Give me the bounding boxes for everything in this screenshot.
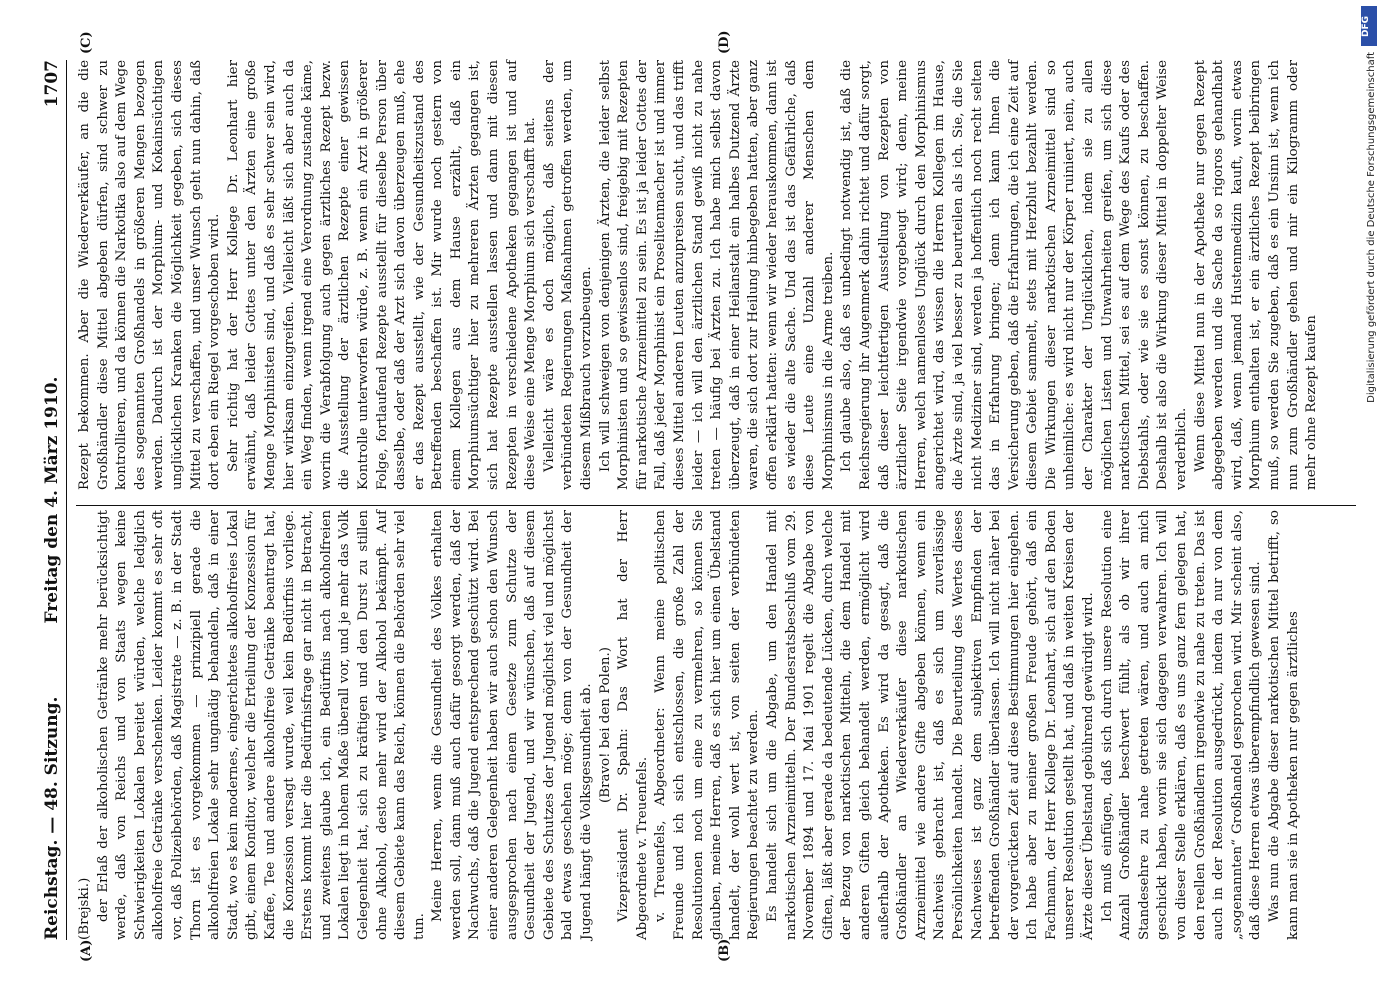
paragraph: v. Treuenfels, Abgeordneter: Wenn meine politischen Freunde und ich sich entschlossen, die große Zahl der Resolutionen noch um eine zu vermehren, so können Sie glauben, meine Herren, daß es sich hier um einen Übelstand handelt, der wohl wert ist, von seiten der verbündeten Regierungen beachtet zu werden. — [653, 510, 762, 940]
applause-note: (Bravo! bei den Polen.) — [597, 647, 613, 803]
paragraph: Wenn diese Mittel nun in der Apotheke nur gegen Rezept abgegeben werden und die Sache da so rigoros gehandhabt wird, daß, wenn jemand Hustenmedizin kauft, worin etwas Morphium enthalten ist, er ein ärztliches Rezept beibringen muß, so werden Sie zugeben, daß es ein Unsinn ist, wenn ich nun zum Großhändler gehen und mir ein Kilogramm oder mehr ohne Rezept kaufen — [1192, 60, 1320, 490]
margin-marker-b: (B) — [717, 938, 732, 962]
paragraph: Rezept bekommen. Aber die Wiederverkäufer, an die die Großhändler diese Mittel abgeben dürfen, sind schwer zu kontrollieren, und da können die Narkotika also auf dem Wege des sogenannten Großhandels in größeren Mengen bezogen werden. Dadurch ist der Morphium- und Kokainsüchtigen unglücklichen Kranken die Möglichkeit gegeben, sich dieses Mittel zu verschaffen, und unser Wunsch geht nun dahin, daß dort eben ein Riegel vorgeschoben wird. — [77, 60, 223, 490]
paragraph: Sehr richtig hat der Herr Kollege Dr. Leonhart hier erwähnt, daß leider Gottes unter den Ärzten eine große Menge Morphinisten sind, und daß es sehr schwer sein wird, hier wirksam einzugreifen. Vielleicht läßt sich aber auch da ein Weg finden, wenn irgend eine Verordnung zustande käme, worin die Verabfolgung auch gegen ärztliches Rezept bezw. die Ausstellung der ärztlichen Rezepte einer gewissen Kontrolle unterworfen würde, z. B. wenn ein Arzt in größerer Folge, fortlaufend Rezepte ausstellt für dieselbe Person über dasselbe, oder daß der Arzt sich davon überzeugen muß, ehe er das Rezept ausstellt, wie der Gesundheitszustand des Betreffenden beschaffen ist. Mir wurde noch gestern von einem Kollegen aus dem Hause erzählt, daß ein Morphiumsüchtiger hier zu mehreren Ärzten gegangen ist, sich hat Rezepte ausstellen lassen und dann mit diesen Rezepten in verschiedene Apotheken gegangen ist und auf diese Weise eine Menge Morphium sich verschafft hat. — [225, 60, 539, 490]
paragraph: Vielleicht wäre es doch möglich, daß seitens der verbündeten Regierungen Maßnahmen getroffen werden, um diesem Mißbrauch vorzubeugen. — [541, 60, 595, 490]
header-page-number: 1707 — [42, 60, 62, 108]
speaker-continuation: (Brejski.) — [77, 877, 92, 940]
column-divider — [76, 505, 1356, 506]
paragraph: Meine Herren, wenn die Gesundheit des Volkes erhalten werden soll, dann muß auch dafür gesorgt werden, daß der Nachwuchs, daß die Jugend entsprechend geschützt wird. Bei einer anderen Gelegenheit haben wir auch schon den Wunsch ausgesprochen nach einem Gesetze zum Schutze der Gesundheit der Jugend, und wir wünschen, daß auf diesem Gebiete des Schutzes der Jugend möglichst viel und möglichst bald etwas geschehen möge; denn von der Gesundheit der Jugend hängt die Volksgesundheit ab. — [430, 510, 595, 940]
column-left — [76, 510, 1303, 962]
page-header — [40, 60, 67, 940]
paragraph: Es handelt sich um die Abgabe, um den Handel mit narkotischen Arzneimitteln. Der Bundesratsbeschluß vom 29. November 1894 und 17. Mai 1901 regelt die Abgabe von Giften, läßt aber gerade da bedeutende Lücken, durch welche der Bezug von narkotischen Mitteln, die dem Handel mit anderen Giften gleich behandelt werden, ermöglicht wird außerhalb der Apotheken. Es wird da gesagt, daß die Großhändler an Wiederverkäufer diese narkotischen Arzneimittel wie andere Gifte abgeben können, wenn ein Nachweis gebracht ist, daß es sich um zuverlässige Persönlichkeiten handelt. Die Beurteilung des Wertes dieses Nachweises ist ganz dem subjektiven Empfinden der betreffenden Großhändler überlassen. Ich will nicht näher bei der vorgerückten Zeit auf diese Bestimmungen hier eingehen. Ich habe aber zu meiner großen Freude gehört, daß ein Fachmann, der Herr Kollege Dr. Leonhart, sich auf den Boden unserer Resolution gestellt hat, und daß in weiten Kreisen der Ärzte dieser Übelstand gebührend gewürdigt wird. — [764, 510, 1097, 940]
margin-marker-a: (A) — [79, 939, 94, 962]
digitization-credit — [1359, 0, 1379, 1000]
paragraph: Vizepräsident Dr. Spahn: Das Wort hat der Herr Abgeordnete v. Treuenfels. — [616, 510, 650, 940]
dfg-logo: DFG — [1361, 6, 1377, 46]
paragraph: Ich will schweigen von denjenigen Ärzten, die leider selbst Morphinisten und so gewissenlos sind, freigebig mit Rezepten für narkotische Arzneimittel zu sein. Es ist ja leider Gottes der Fall, daß jeder Morphinist ein Proselitenmacher ist und immer dieses Mittel anderen Leuten anzupreisen sucht, und das trifft leider — ich will den ärztlichen Stand gewiß nicht zu nahe treten — häufig bei Ärzten zu. Ich habe mich selbst davon überzeugt, daß in einer Heilanstalt ein halbes Dutzend Ärzte waren, die sich dort zur Heilung hinbegeben hatten, aber ganz offen erklärt hatten: wenn wir wieder herauskommen, dann ist es wieder die alte Sache. Und das ist das Gefährliche, daß diese Leute eine Unzahl anderer Menschen dem Morphinismus in die Arme treiben. — [597, 60, 836, 490]
header-date: Freitag den 4. März 1910. — [42, 376, 62, 624]
paragraph: Ich glaube also, daß es unbedingt notwendig ist, daß die Reichsregierung ihr Augenmerk dahin richtet und dafür sorgt, daß dieser leichtfertigen Ausstellung von Rezepten von ärztlicher Seite irgendwie vorgebeugt wird; denn, meine Herren, welch namenloses Unglück durch den Morphinismus angerichtet wird, das wissen die Herren Kollegen im Hause, die Ärzte sind, ja viel besser zu beurteilen als ich. Sie, die Sie nicht Mediziner sind, werden ja hoffentlich noch recht selten das in Erfahrung bringen; denn ich kann Ihnen die Versicherung geben, daß die Erfahrungen, die ich eine Zeit auf diesem Gebiet sammelt, stets mit Herzblut bezahlt werden. Die Wirkungen dieser narkotischen Arzneimittel sind so unheimliche: es wird nicht nur der Körper ruiniert, nein, auch der Charakter der Unglücklichen, indem sie zu allen möglichen Listen und Unwahrheiten greifen, um sich diese narkotischen Mittel, sei es auf dem Wege des Kaufs oder des Diebstahls, oder wie sie es sonst können, zu beschaffen. Deshalb ist also die Wirkung dieser Mittel in doppelter Weise verderblich. — [839, 60, 1190, 490]
margin-marker-c: (C) — [79, 31, 94, 54]
header-session: Reichstag. — 48. Sitzung. — [42, 696, 62, 940]
margin-marker-d: (D) — [717, 30, 732, 54]
column-right — [76, 30, 1322, 490]
paragraph: Was nun die Abgabe dieser narkotischen Mittel betrifft, so kann man sie in Apotheken nur gegen ärztliches — [1267, 510, 1301, 940]
credit-text: Digitalisierung gefördert durch die Deutsche Forschungsgemeinschaft — [1366, 52, 1377, 403]
paragraph: Ich muß einfügen, daß sich durch unsere Resolution eine Anzahl Großhändler beschwert fühlt, als ob wir ihrer Standesehre zu nahe getreten wären, und auch an mich geschickt haben, worin sie sich dagegen verwahren. Ich will von dieser Stelle erklären, daß es uns ganz fern gelegen hat, den reellen Großhändlern irgendwie zu nahe zu treten. Das ist auch in der Resolution ausgedrückt, indem da nur von dem „sogenannten“ Großhandel gesprochen wird. Mir scheint also, daß diese Herren etwas überempfindlich gewesen sind. — [1099, 510, 1264, 940]
paragraph: der Erlaß der alkoholischen Getränke mehr berücksichtigt werde, daß von Reichs und von Staats wegen keine Schwierigkeiten Lokalen bereitet würden, welche lediglich alkoholfreie Getränke verschenken. Leider kommt es sehr oft vor, daß Polizeibehörden, daß Magistrate — z. B. in der Stadt Thorn ist es vorgekommen — prinzipiell gerade die alkoholfreien Lokale sehr ungnädig behandeln, daß in einer Stadt, wo es kein modernes, eingerichtetes alkoholfreies Lokal gibt, einem Konditor, welcher die Erteilung der Konzession für Kaffee, Tee und andere alkoholfreie Getränke beantragt hat, die Konzession versagt wurde, weil kein Bedürfnis vorliege. Erstens kommt hier die Bedürfnisfrage gar nicht in Betracht, und zweitens glaube ich, ein Bedürfnis nach alkoholfreien Lokalen liegt in hohem Maße überall vor, und je mehr das Volk Gelegenheit hat, sich zu kräftigen und den Durst zu stillen ohne Alkohol, desto mehr wird der Alkohol bekämpft. Auf diesem Gebiete kann das Reich, können die Behörden sehr viel tun. — [95, 510, 427, 940]
